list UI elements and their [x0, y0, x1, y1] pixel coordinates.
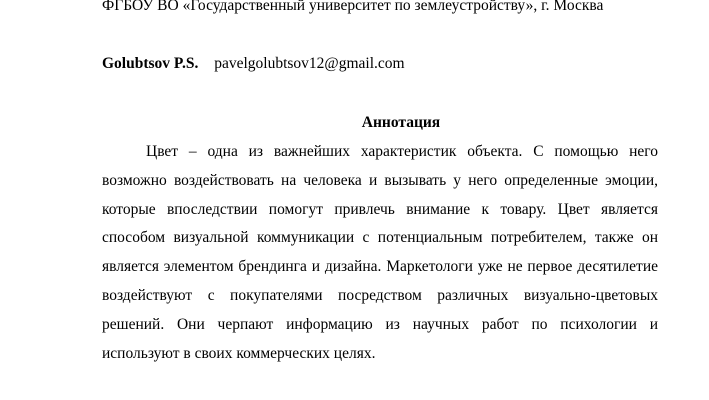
author-line: [102, 55, 405, 73]
author-email: pavelgolubtsov12@gmail.com: [214, 55, 405, 72]
affiliation-line: ФГБОУ ВО «Государственный университет по землеустройству», г. Москва: [102, 0, 604, 14]
abstract-heading: Аннотация: [361, 114, 441, 131]
author-name: Golubtsov P.S.: [102, 55, 199, 72]
abstract-text: Цвет – одна из важнейших характеристик объекта. С помощью него возможно воздействовать на человека и вызывать у него определенные эмоции, которые впоследствии помогут привлечь внимание к товару. Цвет является способом визуальной коммуникации с потенциальным потребителем, также он является элементом брендинга и дизайна. Маркетологи уже не первое десятилетие воздействуют с покупателями посредством различных визуально-цветовых решений. Они черпают информацию из научных работ по психологии и используют в своих коммерческих целях.: [102, 143, 658, 362]
